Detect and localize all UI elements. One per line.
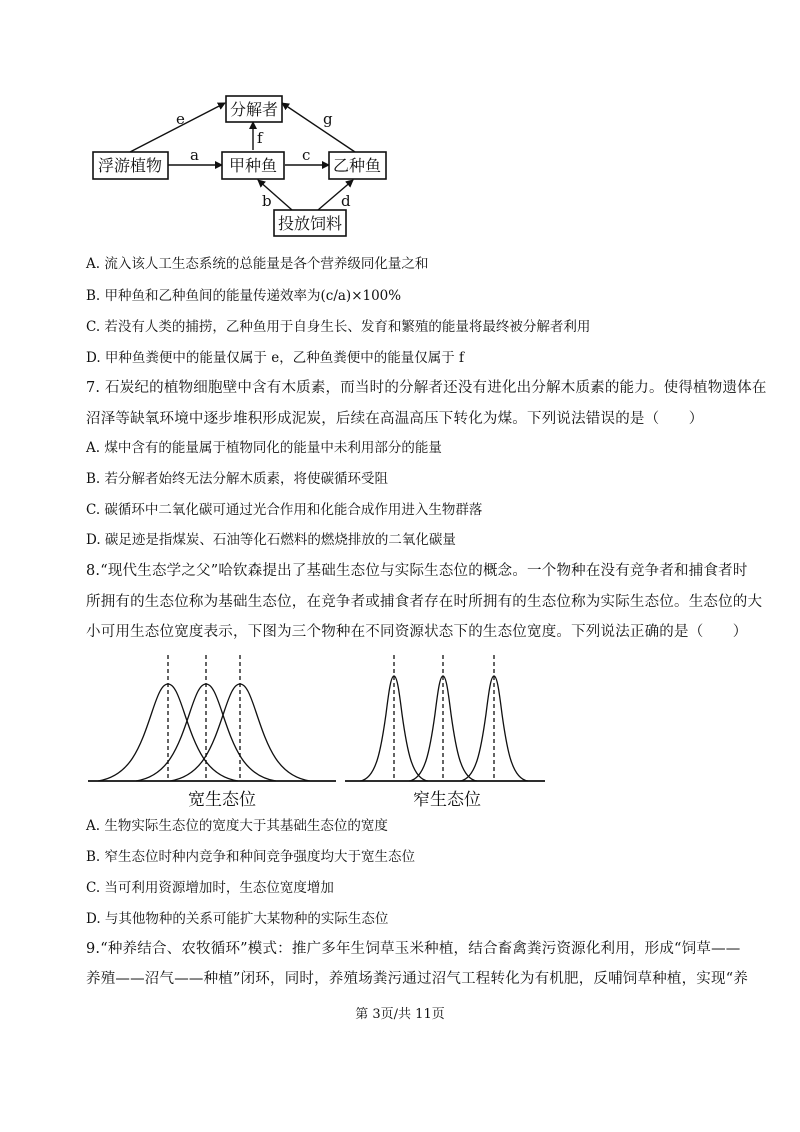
svg-text:甲种鱼: 甲种鱼 bbox=[228, 156, 278, 175]
q9-stem-line-1: 9.“种养结合、农牧循环”模式：推广多年生饲草玉米种植，结合畜禽粪污资源化利用，形成“饲草—— bbox=[86, 941, 741, 957]
q6-option-a: A. 流入该人工生态系统的总能量是各个营养级同化量之和 bbox=[86, 256, 429, 272]
node-fish-a bbox=[222, 152, 284, 179]
node-plankton bbox=[93, 152, 168, 179]
node-fish-b bbox=[329, 152, 386, 179]
edge-label-c: c bbox=[302, 146, 311, 164]
edge-label-d: d bbox=[341, 192, 351, 210]
q7-option-a: A. 煤中含有的能量属于植物同化的能量中未利用部分的能量 bbox=[86, 440, 442, 456]
edge-g-arrow bbox=[282, 103, 355, 152]
q7-stem-line-2: 沼泽等缺氧环境中逐步堆积形成泥炭，后续在高温高压下转化为煤。下列说法错误的是（ ） bbox=[86, 411, 704, 427]
q6-option-b: B. 甲种鱼和乙种鱼间的能量传递效率为(c/a)×100% bbox=[86, 288, 402, 304]
wide-niche-caption: 宽生态位 bbox=[188, 790, 256, 810]
narrow-niche-caption: 窄生态位 bbox=[413, 790, 481, 810]
svg-text:浮游植物: 浮游植物 bbox=[97, 156, 163, 175]
narrow-niche-panel bbox=[345, 655, 545, 810]
q8-stem-line-1: 8.“现代生态学之父”哈钦森提出了基础生态位与实际生态位的概念。一个物种在没有竞争者和捕食者时 bbox=[86, 563, 748, 579]
wide-niche-panel bbox=[88, 655, 336, 810]
niche-width-figure bbox=[0, 645, 800, 815]
q7-option-c: C. 碳循环中二氧化碳可通过光合作用和化能合成作用进入生物群落 bbox=[86, 502, 483, 518]
q8-option-b: B. 窄生态位时种内竞争和种间竞争强度均大于宽生态位 bbox=[86, 849, 416, 865]
q8-stem-line-2: 所拥有的生态位称为基础生态位，在竞争者或捕食者存在时所拥有的生态位称为实际生态位。生态位的大 bbox=[86, 594, 763, 610]
edge-label-e: e bbox=[176, 110, 185, 128]
node-decomposer bbox=[226, 96, 282, 122]
energy-flow-diagram bbox=[0, 0, 800, 245]
edge-label-g: g bbox=[323, 110, 333, 128]
q7-option-b: B. 若分解者始终无法分解木质素，将使碳循环受阻 bbox=[86, 471, 389, 487]
edge-label-b: b bbox=[262, 192, 272, 210]
svg-text:乙种鱼: 乙种鱼 bbox=[332, 156, 382, 175]
svg-text:投放饲料: 投放饲料 bbox=[277, 214, 343, 233]
q8-option-a: A. 生物实际生态位的宽度大于其基础生态位的宽度 bbox=[86, 818, 388, 834]
q9-stem-line-2: 养殖——沼气——种植”闭环，同时，养殖场粪污通过沼气工程转化为有机肥，反哺饲草种植，实现“养 bbox=[86, 971, 749, 987]
q8-option-d: D. 与其他物种的关系可能扩大某物种的实际生态位 bbox=[86, 911, 389, 927]
q8-stem-line-3: 小可用生态位宽度表示，下图为三个物种在不同资源状态下的生态位宽度。下列说法正确的是（ ） bbox=[86, 624, 748, 640]
edge-label-a: a bbox=[190, 146, 199, 164]
edge-label-f: f bbox=[257, 129, 263, 147]
q8-option-c: C. 当可利用资源增加时，生态位宽度增加 bbox=[86, 880, 334, 896]
q6-option-d: D. 甲种鱼粪便中的能量仅属于 e，乙种鱼粪便中的能量仅属于 f bbox=[86, 350, 464, 366]
node-feed bbox=[274, 210, 346, 236]
q6-option-c: C. 若没有人类的捕捞，乙种鱼用于自身生长、发育和繁殖的能量将最终被分解者利用 bbox=[86, 319, 591, 335]
svg-text:分解者: 分解者 bbox=[229, 100, 279, 119]
page-footer: 第 3页/共 11页 bbox=[355, 1007, 445, 1022]
q7-option-d: D. 碳足迹是指煤炭、石油等化石燃料的燃烧排放的二氧化碳量 bbox=[86, 532, 456, 548]
q7-stem-line-1: 7. 石炭纪的植物细胞壁中含有木质素，而当时的分解者还没有进化出分解木质素的能力。使得植物遗体在 bbox=[86, 380, 767, 396]
